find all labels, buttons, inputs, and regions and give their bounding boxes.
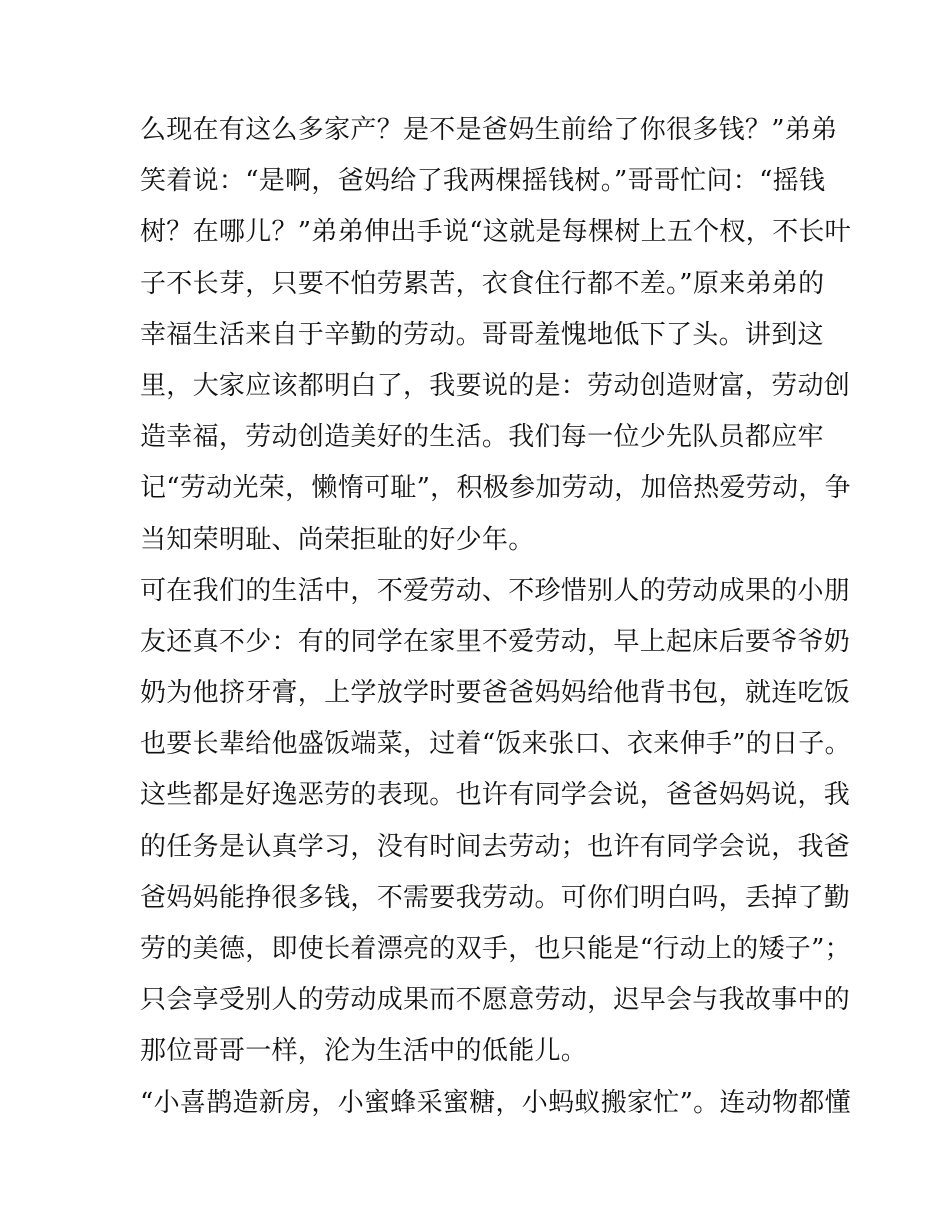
- text-line-8: 记“劳动光荣，懒惰可耻”，积极参加劳动，加倍热爱劳动，争: [140, 473, 851, 504]
- text-line-9: 当知荣明耻、尚荣拒耻的好少年。: [140, 524, 535, 555]
- text-line-19: 那位哥哥一样，沦为生活中的低能儿。: [140, 1036, 588, 1067]
- text-line-16: 爸妈妈能挣很多钱，不需要我劳动。可你们明白吗，丢掉了勤: [140, 882, 851, 913]
- text-line-10: 可在我们的生活中，不爱劳动、不珍惜别人的劳动成果的小朋: [140, 575, 851, 606]
- text-line-3: 树？在哪儿？”弟弟伸出手说“这就是每棵树上五个杈，不长叶: [140, 217, 851, 248]
- text-line-1: 么现在有这么多家产？是不是爸妈生前给了你很多钱？”弟弟: [140, 115, 838, 145]
- text-line-14: 这些都是好逸恶劳的表现。也许有同学会说，爸爸妈妈说，我: [140, 780, 851, 811]
- text-line-7: 造幸福，劳动创造美好的生活。我们每一位少先队员都应牢: [140, 422, 824, 453]
- text-line-2: 笑着说：“是啊，爸妈给了我两棵摇钱树。”哥哥忙问：“摇钱: [140, 166, 826, 197]
- text-line-17: 劳的美德，即使长着漂亮的双手，也只能是“行动上的矮子”；: [140, 934, 851, 964]
- text-line-13: 也要长辈给他盛饭端菜，过着“饭来张口、衣来伸手”的日子。: [140, 729, 851, 760]
- text-line-6: 里，大家应该都明白了，我要说的是：劳动创造财富，劳动创: [140, 370, 851, 401]
- text-line-12: 奶为他挤牙膏，上学放学时要爸爸妈妈给他背书包，就连吃饭: [140, 678, 851, 709]
- text-line-11: 友还真不少：有的同学在家里不爱劳动，早上起床后要爷爷奶: [140, 626, 851, 657]
- text-line-15: 的任务是认真学习，没有时间去劳动；也许有同学会说，我爸: [140, 831, 851, 862]
- text-line-5: 幸福生活来自于辛勤的劳动。哥哥羞愧地低下了头。讲到这: [140, 319, 824, 350]
- text-line-20: “小喜鹊造新房，小蜜蜂采蜜糖，小蚂蚁搬家忙”。连动物都懂: [140, 1087, 851, 1118]
- text-line-4: 子不长芽，只要不怕劳累苦，衣食住行都不差。”原来弟弟的: [140, 268, 825, 299]
- text-line-18: 只会享受别人的劳动成果而不愿意劳动，迟早会与我故事中的: [140, 985, 851, 1016]
- body-text: [140, 105, 851, 1129]
